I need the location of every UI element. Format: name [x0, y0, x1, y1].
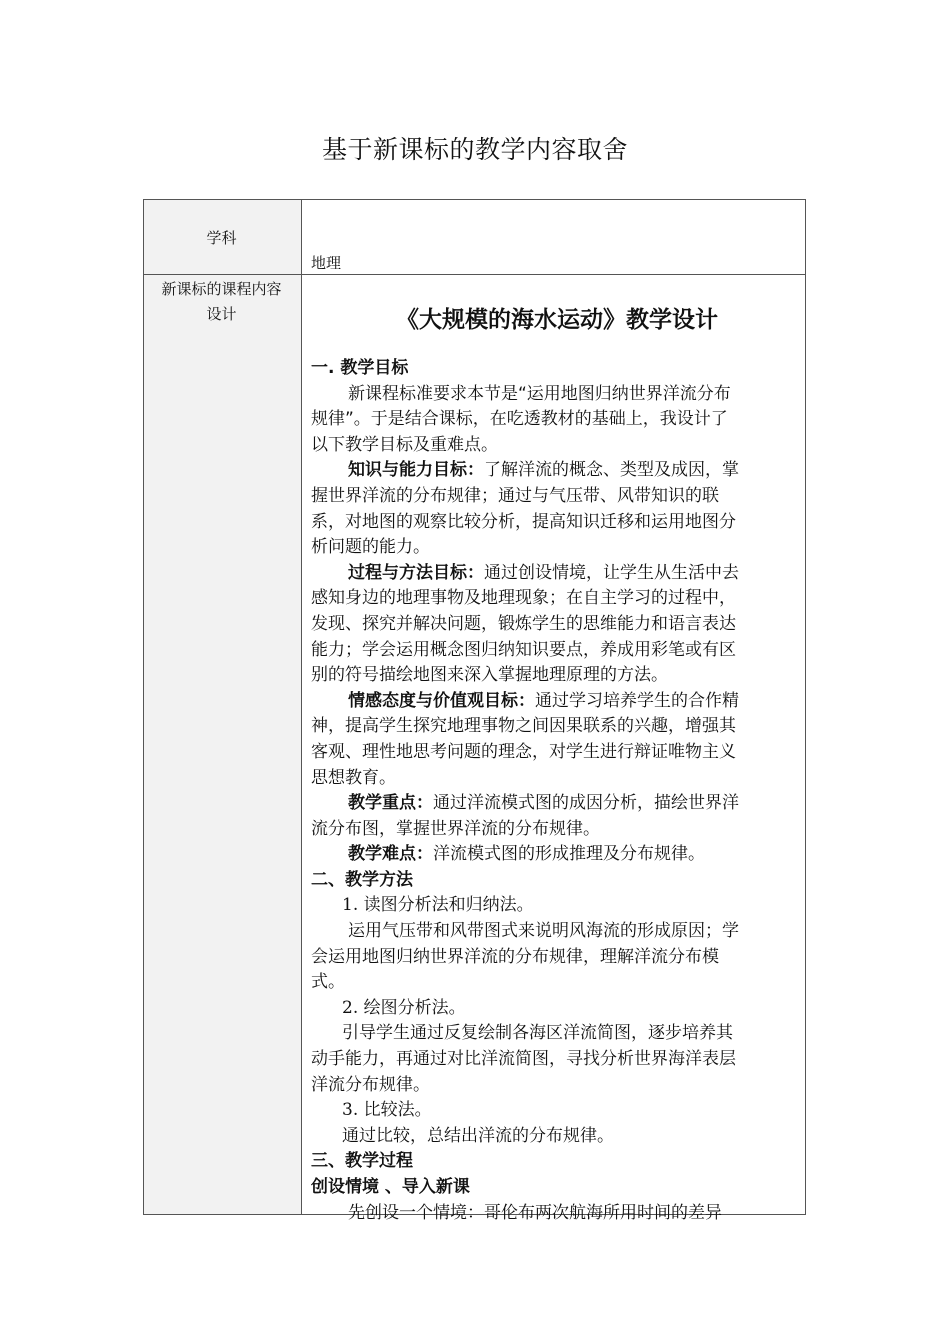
difficult-point-label: 教学难点： — [348, 844, 433, 865]
paragraph-line: 会运用地图归纳世界洋流的分布规律，理解洋流分布模 — [311, 946, 719, 967]
paragraph-line: 式。 — [311, 972, 345, 993]
lesson-title: 《大规模的海水运动》教学设计 — [396, 307, 718, 333]
paragraph-line: 先创设一个情境：哥伦布两次航海所用时间的差异 — [348, 1202, 722, 1223]
method-name: 绘图分析法。 — [358, 997, 466, 1018]
paragraph-line: 动手能力，再通过对比洋流简图，寻找分析世界海洋表层 — [311, 1049, 736, 1070]
paragraph-text: 洋流模式图的形成推理及分布规律。 — [433, 844, 705, 865]
knowledge-goal-label: 知识与能力目标： — [348, 460, 484, 481]
section-heading: 一. 教学目标 — [311, 358, 409, 378]
method-title — [311, 893, 795, 919]
paragraph-line: 系，对地图的观察比较分析，提高知识迁移和运用地图分 — [311, 511, 736, 532]
process-goal-label: 过程与方法目标： — [348, 562, 484, 583]
method-number: 3. — [342, 1100, 359, 1121]
label-column — [144, 200, 302, 1214]
section-heading: 三、教学过程 — [311, 1151, 413, 1172]
paragraph-line: 通过比较，总结出洋流的分布规律。 — [342, 1125, 614, 1146]
paragraph-line — [311, 561, 795, 587]
paragraph-line: 能力；学会运用概念图归纳知识要点，养成用彩笔或有区 — [311, 639, 736, 660]
paragraph-line: 析问题的能力。 — [311, 537, 430, 558]
paragraph-line — [311, 689, 795, 715]
paragraph-line: 发现、探究并解决问题，锻炼学生的思维能力和语言表达 — [311, 613, 736, 634]
paragraph-line: 运用气压带和风带图式来说明风海流的形成原因；学 — [348, 921, 739, 942]
subject-label: 学科 — [206, 229, 237, 247]
paragraph-line: 神，提高学生探究地理事物之间因果联系的兴趣，增强其 — [311, 716, 736, 737]
method-name: 比较法。 — [358, 1100, 432, 1121]
subject-value: 地理 — [311, 254, 342, 272]
paragraph-line: 洋流分布规律。 — [311, 1074, 430, 1095]
method-number: 2. — [342, 997, 359, 1018]
method-title — [311, 996, 795, 1022]
paragraph-line: 规律”。于是结合课标，在吃透教材的基础上，我设计了 — [311, 409, 728, 430]
paragraph-text: 通过洋流模式图的成因分析，描绘世界洋 — [433, 793, 739, 814]
paragraph-line: 新课程标准要求本节是“运用地图归纳世界洋流分布 — [348, 383, 731, 404]
paragraph-text: 通过创设情境，让学生从生活中去 — [484, 562, 739, 583]
lesson-content — [311, 298, 795, 1226]
paragraph-line: 别的符号描绘地图来深入掌握地理原理的方法。 — [311, 665, 668, 686]
section-heading: 二、教学方法 — [311, 869, 413, 890]
content-label-line: 新课标的课程内容 — [161, 280, 282, 298]
paragraph-line — [311, 842, 795, 868]
paragraph-line: 客观、理性地思考问题的理念，对学生进行辩证唯物主义 — [311, 741, 736, 762]
subsection-heading: 创设情境 、导入新课 — [311, 1177, 470, 1197]
page-title: 基于新课标的教学内容取舍 — [321, 135, 628, 164]
paragraph-line: 握世界洋流的分布规律；通过与气压带、风带知识的联 — [311, 485, 719, 506]
paragraph-line: 流分布图，掌握世界洋流的分布规律。 — [311, 818, 600, 839]
row-divider — [144, 274, 805, 275]
paragraph-line — [311, 791, 795, 817]
content-label-line: 设计 — [206, 305, 237, 323]
content-label — [143, 277, 300, 327]
method-name: 读图分析法和归纳法。 — [358, 895, 534, 916]
paragraph-line: 引导学生通过反复绘制各海区洋流简图，逐步培养其 — [342, 1023, 733, 1044]
paragraph-line: 思想教育。 — [311, 767, 396, 788]
paragraph-line: 感知身边的地理事物及地理现象；在自主学习的过程中， — [311, 588, 736, 609]
method-title — [311, 1098, 795, 1124]
key-point-label: 教学重点： — [348, 793, 433, 814]
method-number: 1. — [342, 895, 359, 916]
paragraph-line: 以下教学目标及重难点。 — [311, 434, 498, 455]
emotion-goal-label: 情感态度与价值观目标： — [348, 690, 535, 711]
paragraph-text: 通过学习培养学生的合作精 — [535, 690, 739, 711]
paragraph-line — [311, 458, 795, 484]
paragraph-text: 了解洋流的概念、类型及成因，掌 — [484, 460, 739, 481]
